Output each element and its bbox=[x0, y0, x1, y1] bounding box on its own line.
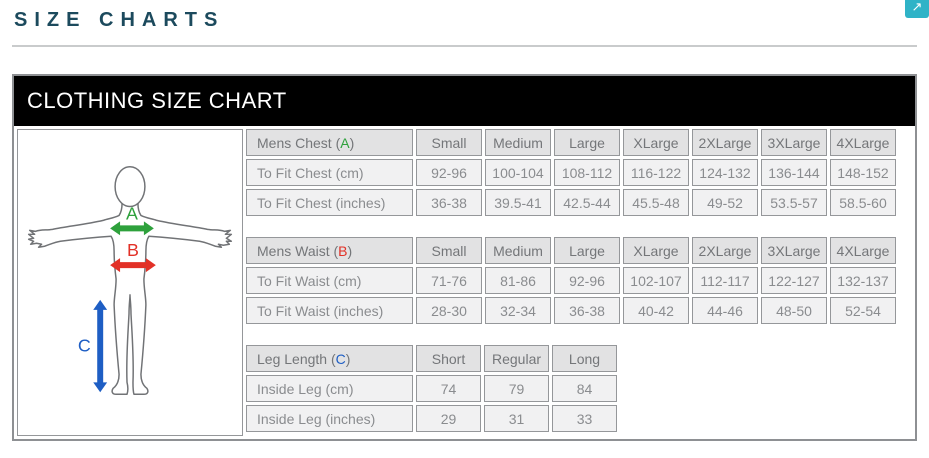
leg-arrow bbox=[93, 300, 107, 392]
body-outline bbox=[29, 204, 232, 395]
size-header-cell: XLarge bbox=[623, 237, 689, 264]
value-cell: 84 bbox=[552, 375, 617, 402]
row-label-cell: Inside Leg (inches) bbox=[246, 405, 413, 432]
value-cell: 29 bbox=[416, 405, 481, 432]
value-cell: 132-137 bbox=[830, 267, 896, 294]
value-cell: 53.5-57 bbox=[761, 189, 827, 216]
page-title: SIZE CHARTS bbox=[14, 9, 225, 31]
value-cell: 116-122 bbox=[623, 159, 689, 186]
value-cell: 40-42 bbox=[623, 297, 689, 324]
value-cell: 92-96 bbox=[554, 267, 620, 294]
header-label-text: Leg Length ( bbox=[257, 350, 336, 367]
leg-length-header-label bbox=[246, 345, 413, 372]
value-cell: 44-46 bbox=[692, 297, 758, 324]
mens-waist-table bbox=[243, 234, 899, 327]
value-cell: 58.5-60 bbox=[830, 189, 896, 216]
size-header-cell: 2XLarge bbox=[692, 129, 758, 156]
mens-chest-header-label bbox=[246, 129, 413, 156]
value-cell: 112-117 bbox=[692, 267, 758, 294]
chest-label: A bbox=[126, 203, 138, 224]
row-label-cell: To Fit Waist (inches) bbox=[246, 297, 413, 324]
header-label-text: Mens Chest ( bbox=[257, 134, 341, 151]
header-label-text: Mens Waist ( bbox=[257, 242, 339, 259]
size-header-cell: Small bbox=[416, 237, 482, 264]
row-label-cell: To Fit Waist (cm) bbox=[246, 267, 413, 294]
value-cell: 81-86 bbox=[485, 267, 551, 294]
row-label-cell: Inside Leg (cm) bbox=[246, 375, 413, 402]
table-header-row bbox=[246, 345, 617, 372]
table-row bbox=[246, 267, 896, 294]
value-cell: 108-112 bbox=[554, 159, 620, 186]
size-header-cell: XLarge bbox=[623, 129, 689, 156]
table-row bbox=[246, 189, 896, 216]
size-header-cell: Large bbox=[554, 237, 620, 264]
measure-letter: A bbox=[340, 134, 350, 151]
table-header-row bbox=[246, 129, 896, 156]
value-cell: 122-127 bbox=[761, 267, 827, 294]
clothing-size-chart-panel bbox=[12, 74, 917, 441]
title-divider bbox=[12, 45, 917, 47]
panel-title: CLOTHING SIZE CHART bbox=[27, 88, 287, 113]
value-cell: 71-76 bbox=[416, 267, 482, 294]
head-outline bbox=[115, 167, 145, 207]
table-row bbox=[246, 405, 617, 432]
value-cell: 148-152 bbox=[830, 159, 896, 186]
value-cell: 52-54 bbox=[830, 297, 896, 324]
value-cell: 42.5-44 bbox=[554, 189, 620, 216]
scroll-top-button[interactable] bbox=[905, 0, 929, 18]
table-row bbox=[246, 297, 896, 324]
value-cell: 124-132 bbox=[692, 159, 758, 186]
leg-label: C bbox=[77, 335, 91, 356]
size-header-cell: Medium bbox=[485, 129, 551, 156]
mens-chest-table bbox=[243, 126, 899, 219]
size-header-cell: 2XLarge bbox=[692, 237, 758, 264]
value-cell: 36-38 bbox=[554, 297, 620, 324]
header-label-text: ) bbox=[349, 134, 355, 151]
size-header-cell: 4XLarge bbox=[830, 237, 896, 264]
size-tables bbox=[246, 129, 912, 436]
body-measurement-figure bbox=[18, 130, 242, 435]
waist-label: B bbox=[127, 240, 139, 261]
panel-body bbox=[14, 126, 915, 439]
size-header-cell: 4XLarge bbox=[830, 129, 896, 156]
measure-letter: B bbox=[338, 242, 348, 259]
value-cell: 48-50 bbox=[761, 297, 827, 324]
value-cell: 102-107 bbox=[623, 267, 689, 294]
size-header-cell: 3XLarge bbox=[761, 129, 827, 156]
size-header-cell: Long bbox=[552, 345, 617, 372]
table-row bbox=[246, 159, 896, 186]
value-cell: 36-38 bbox=[416, 189, 482, 216]
mens-waist-header-label bbox=[246, 237, 413, 264]
size-header-cell: Short bbox=[416, 345, 481, 372]
size-header-cell: Medium bbox=[485, 237, 551, 264]
value-cell: 49-52 bbox=[692, 189, 758, 216]
size-header-cell: Large bbox=[554, 129, 620, 156]
header-label-text: ) bbox=[345, 350, 351, 367]
value-cell: 100-104 bbox=[485, 159, 551, 186]
value-cell: 33 bbox=[552, 405, 617, 432]
table-row bbox=[246, 375, 617, 402]
header-label-text: ) bbox=[347, 242, 353, 259]
value-cell: 28-30 bbox=[416, 297, 482, 324]
body-figure-box bbox=[17, 129, 243, 436]
measure-letter: C bbox=[335, 350, 346, 367]
panel-header bbox=[14, 76, 915, 126]
table-header-row bbox=[246, 237, 896, 264]
value-cell: 136-144 bbox=[761, 159, 827, 186]
size-header-cell: Small bbox=[416, 129, 482, 156]
row-label-cell: To Fit Chest (inches) bbox=[246, 189, 413, 216]
size-header-cell: 3XLarge bbox=[761, 237, 827, 264]
value-cell: 79 bbox=[484, 375, 549, 402]
arrow-up-right-icon: ↗ bbox=[911, 0, 923, 14]
value-cell: 74 bbox=[416, 375, 481, 402]
leg-length-table bbox=[243, 342, 620, 435]
row-label-cell: To Fit Chest (cm) bbox=[246, 159, 413, 186]
value-cell: 45.5-48 bbox=[623, 189, 689, 216]
value-cell: 39.5-41 bbox=[485, 189, 551, 216]
size-header-cell: Regular bbox=[484, 345, 549, 372]
value-cell: 31 bbox=[484, 405, 549, 432]
value-cell: 32-34 bbox=[485, 297, 551, 324]
value-cell: 92-96 bbox=[416, 159, 482, 186]
